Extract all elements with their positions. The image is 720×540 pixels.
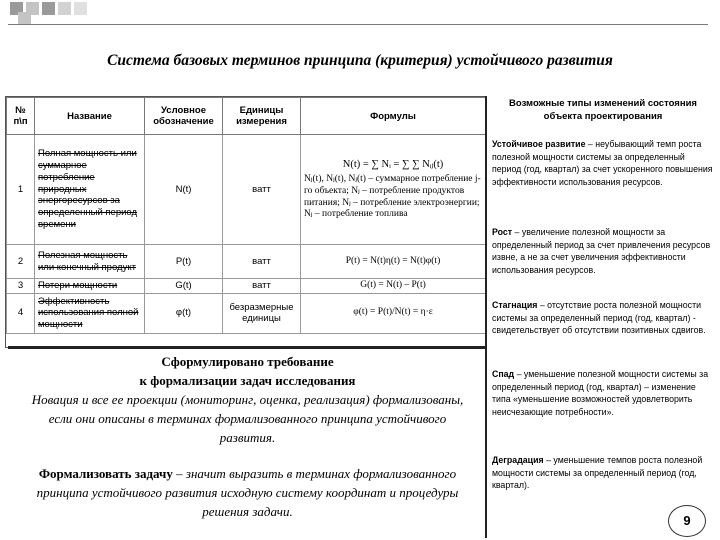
side-item-growth bbox=[492, 226, 714, 276]
terms-table-wrap bbox=[5, 96, 487, 348]
side-item-decline bbox=[492, 368, 714, 418]
row-name: Эффективность использования полной мощности bbox=[35, 293, 145, 333]
header-unit: Единицы измерения bbox=[223, 98, 301, 135]
side-term: Стагнация bbox=[492, 300, 538, 310]
row-symbol: G(t) bbox=[145, 279, 223, 294]
side-term: Спад bbox=[492, 369, 515, 379]
formula-main: N(t) = ∑ Nᵢ = ∑ ∑ Nᵢⱼ(t) bbox=[342, 158, 444, 170]
side-text: – увеличение полезной мощности за определенный период за счет привлечения ресурсов извне, а не за счет увеличения эффективности использования ресурсов. bbox=[492, 227, 711, 275]
task-block bbox=[20, 464, 475, 521]
side-text: – уменьшение темпов роста полезной мощности системы за определенный период (год, квартал). bbox=[492, 455, 703, 490]
side-item-degradation bbox=[492, 454, 714, 492]
side-item-sustainable bbox=[492, 138, 714, 188]
row-unit: ватт bbox=[223, 279, 301, 294]
row-symbol: P(t) bbox=[145, 245, 223, 279]
side-term: Рост bbox=[492, 227, 513, 237]
table-row bbox=[7, 245, 486, 279]
row-unit: ватт bbox=[223, 135, 301, 245]
side-term: Деградация bbox=[492, 455, 544, 465]
header-name: Название bbox=[35, 98, 145, 135]
requirement-body: Новация и все ее проекции (мониторинг, оценка, реализация) формализованы, если они описаны в терминах формализованного принципа устойчивого развития. bbox=[31, 392, 464, 445]
row-name: Полная мощность или суммарное потребление природных энергоресурсов за определенный период времени bbox=[35, 135, 145, 245]
row-num: 2 bbox=[7, 245, 35, 279]
table-row bbox=[7, 279, 486, 294]
row-num: 3 bbox=[7, 279, 35, 294]
page-title: Система базовых терминов принципа (критерия) устойчивого развития bbox=[107, 52, 613, 69]
page-number: 9 bbox=[668, 505, 706, 537]
table-bottom-rule bbox=[8, 346, 486, 349]
task-body: – значит выразить в терминах формализованного принципа устойчивого развития исходную систему координат и процедуры решения задачи. bbox=[36, 466, 459, 519]
row-name: Потери мощности bbox=[35, 279, 145, 294]
header-formula: Формулы bbox=[301, 98, 486, 135]
table-row bbox=[7, 135, 486, 245]
terms-table bbox=[6, 97, 486, 334]
row-formula: P(t) = N(t)η(t) = N(t)φ(t) bbox=[301, 245, 486, 279]
side-text: – отсутствие роста полезной мощности системы за определенный период (год, квартал) - свидетельствует об отсутствии позитивных сдвигов. bbox=[492, 300, 706, 335]
header-num: № п\п bbox=[7, 98, 35, 135]
side-heading: Возможные типы изменений состояния объекта проектирования bbox=[509, 98, 697, 122]
row-formula: φ(t) = P(t)/N(t) = η·ε bbox=[301, 293, 486, 333]
side-text: – уменьшение полезной мощности системы за определенный период (год, квартал) – изменение типа «уменьшение возможностей удовлетворить неисчезающие потребности». bbox=[492, 369, 709, 417]
row-name: Полезная мощность или конечный продукт bbox=[35, 245, 145, 279]
table-row bbox=[7, 293, 486, 333]
side-text: – неубывающий темп роста полезной мощности системы за определенный период (год, квартал) за счет ускоренного повышения эффективности использования ресурсов. bbox=[492, 139, 713, 187]
row-num: 1 bbox=[7, 135, 35, 245]
row-symbol: φ(t) bbox=[145, 293, 223, 333]
requirement-heading-2: к формализации задач исследования bbox=[139, 373, 356, 388]
row-num: 4 bbox=[7, 293, 35, 333]
side-term: Устойчивое развитие bbox=[492, 139, 586, 149]
row-unit: ватт bbox=[223, 245, 301, 279]
task-lead: Формализовать задачу bbox=[38, 466, 173, 481]
side-item-stagnation bbox=[492, 299, 714, 337]
row-formula bbox=[301, 135, 486, 245]
row-formula: G(t) = N(t) – P(t) bbox=[301, 279, 486, 294]
row-unit: безразмерные единицы bbox=[223, 293, 301, 333]
header-symbol: Условное обозначение bbox=[145, 98, 223, 135]
column-separator bbox=[485, 96, 487, 538]
formula-note: Nⱼ(t), Nⱼ(t), Nⱼ(t) – суммарное потребление j-го объекта; Nⱼ – потребление продуктов питания; Nⱼ – потребление электроэнергии; Nⱼ – потребление топлива bbox=[304, 173, 481, 220]
requirement-heading-1: Сформулировано требование bbox=[161, 354, 334, 369]
requirement-block bbox=[20, 352, 475, 447]
table-header-row bbox=[7, 98, 486, 135]
top-rule bbox=[8, 24, 708, 25]
row-symbol: N(t) bbox=[145, 135, 223, 245]
